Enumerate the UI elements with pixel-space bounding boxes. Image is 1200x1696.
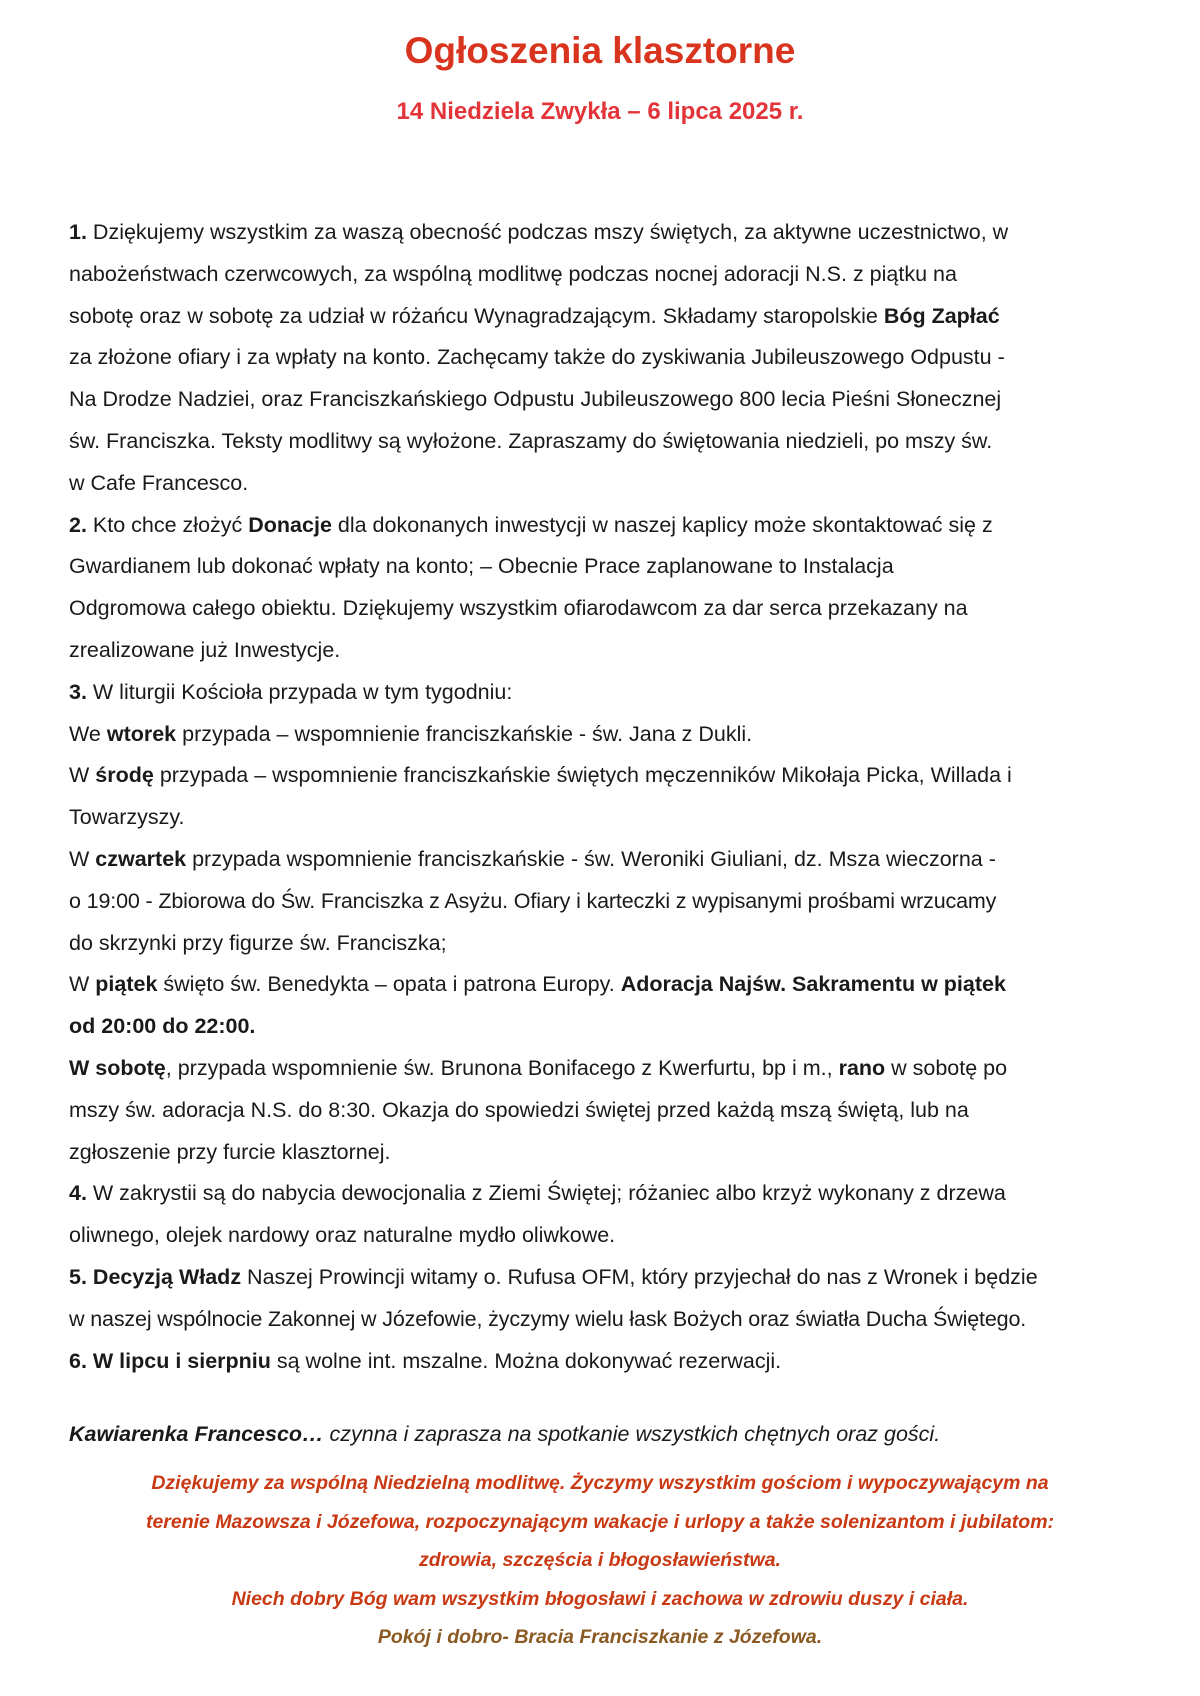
text: , przypada wspomnienie św. Brunona Bonifacego z Kwerfurtu, bp i m., xyxy=(165,1055,839,1080)
text-line xyxy=(69,714,1149,756)
text-line xyxy=(69,755,1149,797)
bold-text: W lipcu i sierpniu xyxy=(86,1348,271,1373)
item-number: 2. xyxy=(69,512,87,537)
announcement-1 xyxy=(69,212,1149,505)
announcement-2 xyxy=(69,505,1149,672)
cafe-note xyxy=(69,1422,1149,1447)
closing-line: zdrowia, szczęścia i błogosławieństwa. xyxy=(419,1549,781,1571)
text-line xyxy=(69,505,1149,547)
text-line: Towarzyszy. xyxy=(69,805,185,830)
text-line xyxy=(69,212,1149,254)
text-line xyxy=(69,1173,1149,1215)
bold-text: Adoracja Najśw. Sakramentu w piątek xyxy=(620,972,1006,997)
text-line: o 19:00 - Zbiorowa do Św. Franciszka z Asyżu. Ofiary i karteczki z wypisanymi prośbami wrzucamy xyxy=(69,888,997,913)
page-title: Ogłoszenia klasztorne xyxy=(404,30,796,71)
text-line: za złożone ofiary i za wpłaty na konto. Zachęcamy także do zyskiwania Jubileuszowego Odpustu - xyxy=(69,345,1005,370)
text-line: nabożeństwach czerwcowych, za wspólną modlitwę podczas nocnej adoracji N.S. z piątku na xyxy=(69,261,957,286)
text-line: zrealizowane już Inwestycje. xyxy=(69,637,341,662)
announcement-4 xyxy=(69,1173,1149,1257)
announcement-5 xyxy=(69,1257,1149,1341)
text-line: św. Franciszka. Teksty modlitwy są wyłożone. Zapraszamy do świętowania niedzieli, po mszy św. xyxy=(69,428,993,453)
text: Naszej Prowincji witamy o. Rufusa OFM, który przyjechał do nas z Wronek i będzie xyxy=(241,1264,1038,1289)
text-line: mszy św. adoracja N.S. do 8:30. Okazja do spowiedzi świętej przed każdą mszą świętą, lub na xyxy=(69,1097,969,1122)
text-line xyxy=(69,964,1149,1006)
cafe-name: Kawiarenka Francesco… xyxy=(69,1422,324,1446)
text-line: w Cafe Francesco. xyxy=(69,470,249,495)
item-number: 4. xyxy=(69,1181,87,1206)
text: przypada wspomnienie franciszkańskie - św. Weroniki Giuliani, dz. Msza wieczorna - xyxy=(186,846,996,871)
item-number: 6. xyxy=(69,1348,87,1373)
closing-line: terenie Mazowsza i Józefowa, rozpoczynającym wakacje i urlopy a także solenizantom i jubilatom: xyxy=(145,1510,1055,1533)
bold-text: rano xyxy=(838,1055,886,1080)
text: W xyxy=(69,972,96,997)
text-line: do skrzynki przy figurze św. Franciszka; xyxy=(69,930,447,955)
text: w sobotę po xyxy=(885,1055,1008,1080)
announcement-3 xyxy=(69,672,1149,1174)
bold-text: W sobotę xyxy=(69,1055,166,1080)
text-line: Odgromowa całego obiektu. Dziękujemy wszystkim ofiarodawcom za dar serca przekazany na xyxy=(69,596,968,621)
closing-wishes xyxy=(0,1464,1200,1657)
bold-text: Donacje xyxy=(248,512,332,537)
text: święto św. Benedykta – opata i patrona Europy. xyxy=(157,972,621,997)
text-line: zgłoszenie przy furcie klasztornej. xyxy=(69,1139,391,1164)
bold-text: Bóg Zapłać xyxy=(883,303,1000,328)
text-line xyxy=(69,1048,1149,1090)
cafe-text: czynna i zaprasza na spotkanie wszystkich chętnych oraz gości. xyxy=(323,1422,941,1446)
text-line xyxy=(69,1341,1149,1383)
text-line xyxy=(69,1257,1149,1299)
closing-line: Dziękujemy za wspólną Niedzielną modlitwę. Życzymy wszystkim gościom i wypoczywającym na xyxy=(151,1472,1049,1494)
text-line: Gwardianem lub dokonać wpłaty na konto; – Obecnie Prace zaplanowane to Instalacja xyxy=(69,554,894,579)
text: przypada – wspomnienie franciszkańskie - św. Jana z Dukli. xyxy=(176,721,753,746)
announcements-body xyxy=(69,212,1149,1382)
text: przypada – wspomnienie franciszkańskie świętych męczenników Mikołaja Picka, Willada i xyxy=(153,763,1012,788)
bold-text: piątek xyxy=(95,972,158,997)
text-line xyxy=(69,1006,1149,1048)
bold-text: Decyzją Władz xyxy=(86,1264,242,1289)
text-line xyxy=(69,672,1149,714)
signature-line: Pokój i dobro- Bracia Franciszkanie z Józefowa. xyxy=(377,1626,823,1648)
announcement-6 xyxy=(69,1341,1149,1383)
text: W zakrystii są do nabycia dewocjonalia z Ziemi Świętej; różaniec albo krzyż wykonany z drzewa xyxy=(86,1181,1006,1206)
bold-text: środę xyxy=(95,763,154,788)
text: Dziękujemy wszystkim za waszą obecność podczas mszy świętych, za aktywne uczestnictwo, w xyxy=(86,220,1009,244)
item-number: 5. xyxy=(69,1264,87,1289)
text: W xyxy=(69,846,96,871)
text: są wolne int. mszalne. Można dokonywać rezerwacji. xyxy=(270,1348,782,1373)
text-line: oliwnego, olejek nardowy oraz naturalne mydło oliwkowe. xyxy=(69,1223,616,1248)
page-subtitle: 14 Niedziela Zwykła – 6 lipca 2025 r. xyxy=(396,98,804,125)
closing-line: Niech dobry Bóg wam wszystkim błogosławi i zachowa w zdrowiu duszy i ciała. xyxy=(231,1587,969,1610)
text: Kto chce złożyć xyxy=(86,512,249,537)
text: dla dokonanych inwestycji w naszej kaplicy może skontaktować się z xyxy=(331,512,993,537)
text-line xyxy=(69,296,1149,338)
item-number: 3. xyxy=(69,679,87,704)
text-line xyxy=(69,839,1149,881)
bold-text: od 20:00 do 22:00. xyxy=(69,1014,256,1039)
bold-text: czwartek xyxy=(95,846,187,871)
text: We xyxy=(69,721,107,746)
bold-text: wtorek xyxy=(106,721,177,746)
text-line: Na Drodze Nadziei, oraz Franciszkańskiego Odpustu Jubileuszowego 800 lecia Pieśni Słonecznej xyxy=(69,387,1002,412)
text-line: w naszej wspólnocie Zakonnej w Józefowie, życzymy wielu łask Bożych oraz światła Ducha Świętego. xyxy=(69,1306,1027,1331)
text: W liturgii Kościoła przypada w tym tygodniu: xyxy=(86,679,513,704)
text: sobotę oraz w sobotę za udział w różańcu Wynagradzającym. Składamy staropolskie xyxy=(69,303,884,328)
item-number: 1. xyxy=(69,220,87,244)
text: W xyxy=(69,763,96,788)
